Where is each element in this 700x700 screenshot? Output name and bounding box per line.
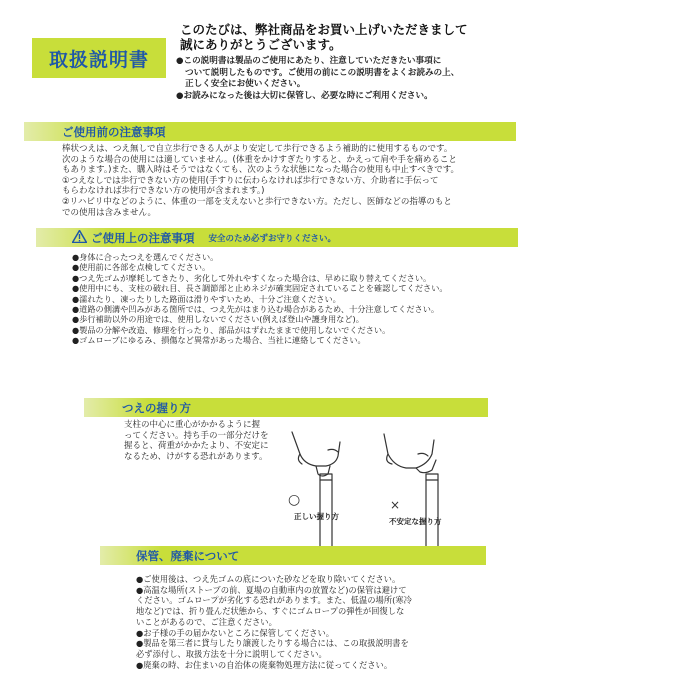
body-line: 次のような場合の使用には適していません。(体重をかけすぎたりすると、かえって肩や手を痛めること — [62, 154, 457, 165]
list-item: いことがあるので、ご注意ください。 — [136, 616, 277, 627]
list-item: ●身体に合ったつえを選んでください。 — [72, 252, 219, 262]
intro-note-line: 正しく安全にお使いください。 — [185, 79, 306, 89]
body-line: なるため、けがする恐れがあります。 — [124, 451, 268, 462]
list-item: ●使用中にも、支柱の破れ目、長さ調節部と止めネジが確実固定されていることを確認してください。 — [72, 283, 448, 294]
intro-note-line: ●この説明書は製品のご使用にあたり、注意していただきたい事項に — [176, 56, 442, 66]
list-item: ●廃棄の時、お住まいの自治体の廃棄物処理方法に従ってください。 — [136, 659, 393, 670]
section-heading-label: ご使用前の注意事項 — [62, 124, 166, 139]
intro-note-line: ついて説明したものです。ご使用の前にこの説明書をよくお読みの上、 — [185, 67, 460, 78]
body-line: 握ると、荷重がかかたより、不安定に — [124, 441, 269, 452]
section-subnote: 安全のため必ずお守りください。 — [208, 233, 337, 244]
section-heading-grip — [84, 398, 488, 417]
list-item: ●製品を第三者に貸与したり譲渡したりする場合には、この取扱説明書を — [136, 638, 409, 649]
section-heading-storage — [100, 546, 486, 565]
body-line: ①つえなしでは歩行できない方の使用(手すりに伝わらなければ歩行できない方、介助者に手伝って — [62, 175, 439, 186]
correct-grip-illustration — [286, 430, 366, 550]
body-line: もあります。)また、購入時はそうではなくても、次のような状態になった場合の使用も中止すべきです。 — [62, 165, 460, 176]
in-use-bullets — [72, 252, 502, 346]
incorrect-grip-caption: 不安定な握り方 — [389, 517, 442, 526]
intro-notes — [176, 56, 476, 102]
incorrect-grip-mark: × — [390, 498, 401, 512]
body-line: 支柱の中心に重心がかかるように握 — [124, 420, 261, 430]
list-item: 必ず添付し、取扱方法を十分に説明してください。 — [136, 648, 327, 659]
list-item: ●ご使用後は、つえ先ゴムの底についた砂などを取り除いてください。 — [136, 574, 401, 584]
section-heading-label: ご使用上の注意事項 — [91, 230, 195, 245]
greeting-line-1: このたびは、弊社商品をお買い上げいただきまして — [180, 22, 468, 37]
document-title: 取扱説明書 — [32, 38, 166, 78]
greeting-line-2: 誠にありがとうございます。 — [180, 37, 342, 52]
correct-grip-caption: 正しい握り方 — [294, 512, 339, 521]
section-heading-label: 保管、廃棄について — [136, 548, 240, 563]
list-item: ●道路の側溝や凹みがある箇所では、つえ先がはまり込む場合があるため、十分注意してください。 — [72, 304, 440, 315]
grip-body — [124, 420, 294, 462]
list-item: ●ゴムロープにゆるみ、損傷など異常があった場合、当社に連絡してください。 — [72, 335, 366, 346]
section-heading-in-use — [36, 228, 518, 247]
intro-note-line: ●お読みになった後は大切に保管し、必要な時にご利用ください。 — [176, 90, 433, 101]
body-line: での使用は含みません。 — [62, 207, 157, 218]
body-line: ②リハビリ中などのように、体重の一部を支えないと歩行できない方。ただし、医師などの指導のもと — [62, 196, 452, 207]
storage-bullets — [136, 574, 466, 670]
section-heading-label: つえの握り方 — [122, 400, 191, 415]
list-item: ●歩行補助以外の用途では、使用しないでください(例えば登山や護身用など)。 — [72, 314, 364, 325]
incorrect-grip-illustration — [380, 430, 460, 550]
list-item: ●製品の分解や改造、修理を行ったり、部品がはずれたままで使用しないでください。 — [72, 324, 391, 335]
list-item: ●使用前に各部を点検してください。 — [72, 262, 211, 273]
list-item: ください。ゴムロープが劣化する恐れがあります。また、低温の場所(寒冷 — [136, 595, 412, 606]
list-item: ●高温な場所(ストーブの前、夏場の自動車内の放置など)の保管は避けて — [136, 584, 407, 595]
section-heading-before-use — [24, 122, 516, 141]
correct-grip-mark: ○ — [288, 492, 301, 508]
list-item: ●お子様の手の届かないところに保管してください。 — [136, 627, 335, 638]
list-item: 地など)では、折り畳んだ状態から、すぐにゴムロープの弾性が回復しな — [136, 606, 405, 617]
intro-greeting — [180, 22, 480, 52]
warning-icon — [72, 230, 87, 246]
before-use-body — [62, 144, 502, 218]
body-line: もらわなければ歩行できない方の使用が含まれます。) — [62, 186, 265, 197]
body-line: 棒状つえは、つえ無しで自立歩行できる人がより安定して歩行できるよう補助的に使用するものです。 — [62, 144, 453, 154]
body-line: ってください。持ち手の一部分だけを — [124, 430, 269, 441]
list-item: ●つえ先ゴムが摩耗してきたり、劣化して外れやすくなった場合は、早めに取り替えてください。 — [72, 272, 432, 283]
list-item: ●濡れたり、凍ったりした路面は滑りやすいため、十分ご注意ください。 — [72, 293, 341, 304]
